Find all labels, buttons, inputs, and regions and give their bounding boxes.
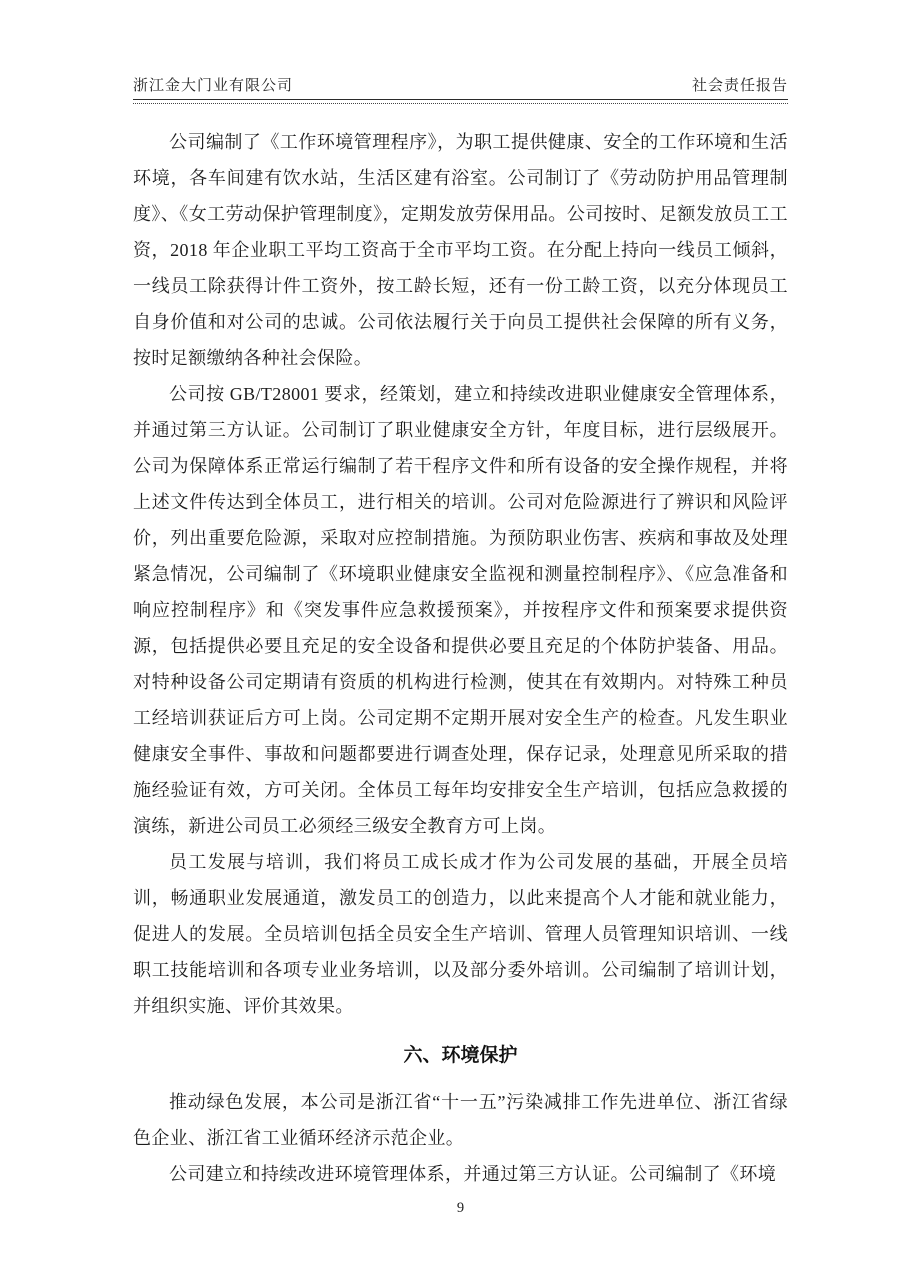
page-header xyxy=(133,74,788,95)
page-footer xyxy=(133,1200,788,1217)
paragraph-employee-development-training: 员工发展与培训，我们将员工成长成才作为公司发展的基础，开展全员培训，畅通职业发展通道，激发员工的创造力，以此来提高个人才能和就业能力，促进人的发展。全员培训包括全员安全生产培训、管理人员管理知识培训、一线职工技能培训和各项专业业务培训，以及部分委外培训。公司编制了培训计划，并组织实施、评价其效果。 xyxy=(133,852,788,1016)
paragraph-work-environment: 公司编制了《工作环境管理程序》，为职工提供健康、安全的工作环境和生活环境，各车间建有饮水站，生活区建有浴室。公司制订了《劳动防护用品管理制度》、《女工劳动保护管理制度》，定期发放劳保用品。公司按时、足额发放员工工资，2018 年企业职工平均工资高于全市平均工资。在分配上持向一线员工倾斜，一线员工除获得计件工资外，按工龄长短，还有一份工龄工资，以充分体现员工自身价值和对公司的忠诚。公司依法履行关于向员工提供社会保障的所有义务，按时足额缴纳各种社会保险。 xyxy=(133,132,788,368)
paragraph-green-development: 推动绿色发展，本公司是浙江省“十一五”污染减排工作先进单位、浙江省绿色企业、浙江省工业循环经济示范企业。 xyxy=(133,1092,788,1148)
document-body xyxy=(133,124,788,1192)
paragraph-ohs-management-system: 公司按 GB/T28001 要求，经策划，建立和持续改进职业健康安全管理体系，并通过第三方认证。公司制订了职业健康安全方针，年度目标，进行层级展开。公司为保障体系正常运行编制了若干程序文件和所有设备的安全操作规程，并将上述文件传达到全体员工，进行相关的培训。公司对危险源进行了辨识和风险评价，列出重要危险源，采取对应控制措施。为预防职业伤害、疾病和事故及处理紧急情况，公司编制了《环境职业健康安全监视和测量控制程序》、《应急准备和响应控制程序》和《突发事件应急救援预案》，并按程序文件和预案要求提供资源，包括提供必要且充足的安全设备和提供必要且充足的个体防护装备、用品。对特种设备公司定期请有资质的机构进行检测，使其在有效期内。对特殊工种员工经培训获证后方可上岗。公司定期不定期开展对安全生产的检查。凡发生职业健康安全事件、事故和问题都要进行调查处理，保存记录，处理意见所采取的措施经验证有效，方可关闭。全体员工每年均安排安全生产培训，包括应急救援的演练，新进公司员工必须经三级安全教育方可上岗。 xyxy=(133,384,788,836)
section-heading-environmental-protection: 六、环境保护 xyxy=(403,1045,518,1066)
header-document-title: 社会责任报告 xyxy=(691,78,788,94)
header-divider xyxy=(133,99,788,104)
paragraph-environment-management-system: 公司建立和持续改进环境管理体系，并通过第三方认证。公司编制了《环境 xyxy=(169,1164,777,1184)
page-number: 9 xyxy=(456,1200,465,1216)
header-company-name: 浙江金大门业有限公司 xyxy=(133,78,294,94)
